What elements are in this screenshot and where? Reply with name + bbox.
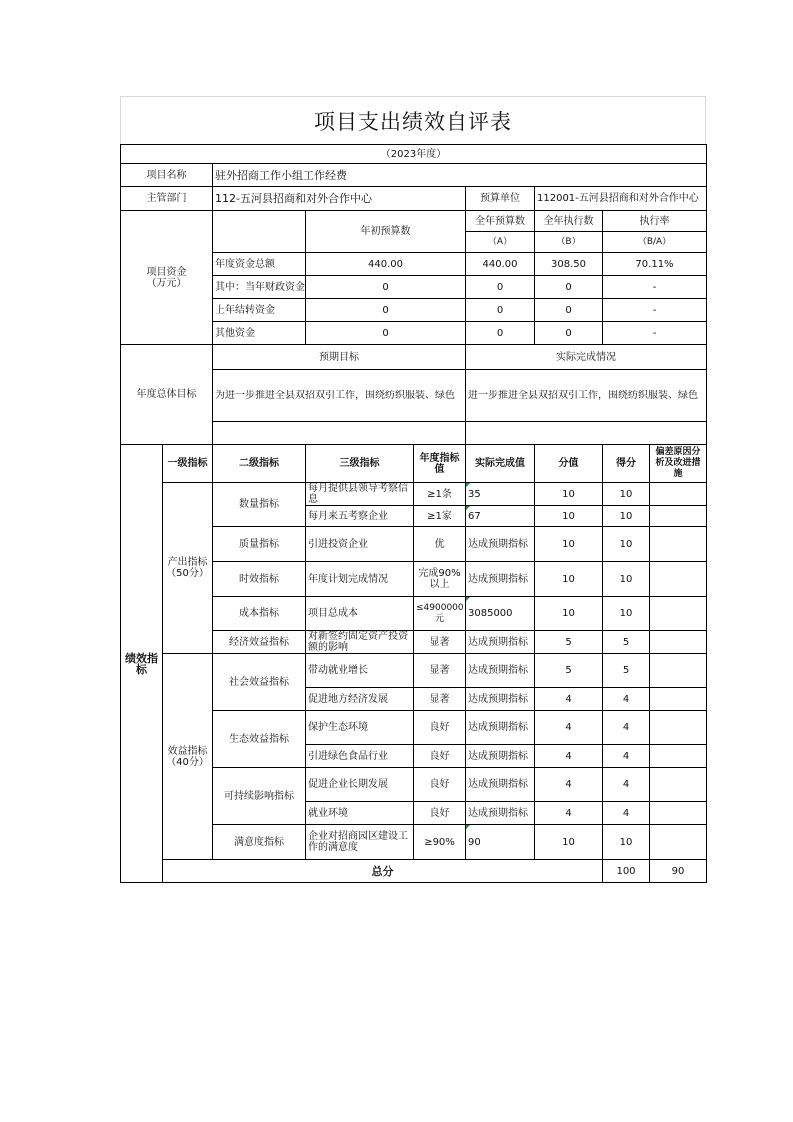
actual-cell: 3085000	[466, 597, 535, 631]
weight-cell: 10	[535, 597, 603, 631]
reason-cell	[650, 483, 707, 506]
level2-cell: 可持续影响指标	[213, 768, 306, 825]
funds-row-label: 上年结转资金	[213, 299, 306, 322]
expected-goal-text	[213, 370, 466, 422]
target-value-header: 年度指标值	[414, 445, 466, 483]
level2-cell: 经济效益指标	[213, 631, 306, 654]
reason-cell	[650, 768, 707, 802]
funds-rate: 70.11%	[603, 253, 707, 276]
project-name-row	[121, 164, 707, 187]
actual-completion-header: 实际完成情况	[466, 345, 707, 370]
actual-cell: 达成预期指标	[466, 688, 535, 711]
level3-cell: 引进投资企业	[306, 527, 414, 562]
total-score: 90	[650, 860, 707, 883]
level2-cell: 成本指标	[213, 597, 306, 631]
total-label: 总分	[163, 860, 603, 883]
target-cell: ≥90%	[414, 825, 466, 860]
actual-cell: 90	[466, 825, 535, 860]
funds-rate: -	[603, 299, 707, 322]
level2-cell: 数量指标	[213, 483, 306, 527]
title-row	[120, 96, 706, 144]
score-header: 得分	[603, 445, 650, 483]
goals-label: 年度总体目标	[121, 345, 213, 445]
score-cell: 4	[603, 745, 650, 768]
funds-label: 项目资金 （万元）	[121, 211, 213, 345]
funds-annual: 0	[466, 322, 535, 345]
expected-goal-clip: 为进一步推进全县双招双引工作，围绕纺织服装、绿色	[215, 390, 455, 401]
funds-rate: -	[603, 322, 707, 345]
weight-cell: 10	[535, 527, 603, 562]
reason-cell	[650, 711, 707, 745]
department-label: 主管部门	[121, 187, 213, 211]
execution-rate-sub: （B/A）	[603, 232, 707, 253]
score-cell: 4	[603, 688, 650, 711]
level3-cell: 对新签约固定资产投资额的影响	[306, 631, 414, 654]
score-cell: 10	[603, 483, 650, 506]
weight-cell: 4	[535, 688, 603, 711]
annual-budget-header: 全年预算数	[466, 211, 535, 232]
weight-cell: 10	[535, 483, 603, 506]
expected-goal-spacer	[213, 422, 466, 445]
execution-rate-header: 执行率	[603, 211, 707, 232]
target-cell: 显著	[414, 654, 466, 688]
level1-header: 一级指标	[163, 445, 213, 483]
sheet-title: 项目支出绩效自评表	[314, 109, 512, 134]
reason-cell	[650, 597, 707, 631]
reason-cell	[650, 688, 707, 711]
indicator-row	[121, 483, 707, 506]
target-cell: ≥1条	[414, 483, 466, 506]
weight-header: 分值	[535, 445, 603, 483]
level3-cell: 保护生态环境	[306, 711, 414, 745]
total-weight: 100	[603, 860, 650, 883]
target-cell: 完成90%以上	[414, 562, 466, 597]
weight-cell: 5	[535, 654, 603, 688]
level3-cell: 带动就业增长	[306, 654, 414, 688]
weight-cell: 4	[535, 768, 603, 802]
level2-cell: 满意度指标	[213, 825, 306, 860]
weight-cell: 10	[535, 825, 603, 860]
annual-executed-header: 全年执行数	[535, 211, 603, 232]
perf-label: 绩效指标	[121, 445, 163, 883]
department-value: 112-五河县招商和对外合作中心	[213, 187, 466, 211]
project-name-value: 驻外招商工作小组工作经费	[213, 164, 707, 187]
level2-cell: 社会效益指标	[213, 654, 306, 711]
funds-annual: 440.00	[466, 253, 535, 276]
score-cell: 10	[603, 562, 650, 597]
annual-budget-sub: （A）	[466, 232, 535, 253]
year-row	[121, 145, 707, 164]
year-label: （2023年度）	[121, 145, 707, 164]
score-cell: 10	[603, 825, 650, 860]
funds-executed: 0	[535, 299, 603, 322]
initial-budget-header: 年初预算数	[306, 211, 466, 253]
target-cell: 良好	[414, 768, 466, 802]
level3-cell: 项目总成本	[306, 597, 414, 631]
project-name-label: 项目名称	[121, 164, 213, 187]
level2-header: 二级指标	[213, 445, 306, 483]
weight-cell: 4	[535, 745, 603, 768]
budget-unit-value: 112001-五河县招商和对外合作中心	[535, 187, 707, 211]
deviation-reason-header: 偏差原因分析及改进措施	[650, 445, 707, 483]
level3-cell: 企业对招商园区建设工作的满意度	[306, 825, 414, 860]
expected-goal-header: 预期目标	[213, 345, 466, 370]
actual-completion-clip: 进一步推进全县双招双引工作，围绕纺织服装、绿色	[468, 390, 698, 401]
funds-row-label: 年度资金总额	[213, 253, 306, 276]
target-cell: 良好	[414, 711, 466, 745]
weight-cell: 5	[535, 631, 603, 654]
output-indicator-label: 产出指标 （50分）	[163, 483, 213, 654]
actual-cell: 达成预期指标	[466, 562, 535, 597]
funds-empty-header	[213, 211, 306, 253]
level3-cell: 每月提供县领导考察信息	[306, 483, 414, 506]
actual-completion-spacer	[466, 422, 707, 445]
level3-cell: 年度计划完成情况	[306, 562, 414, 597]
funds-row-label: 其中：当年财政资金	[213, 276, 306, 299]
level3-cell: 促进地方经济发展	[306, 688, 414, 711]
self-evaluation-sheet	[120, 96, 706, 883]
funds-annual: 0	[466, 276, 535, 299]
weight-cell: 4	[535, 802, 603, 825]
level3-header: 三级指标	[306, 445, 414, 483]
goals-header-row	[121, 345, 707, 370]
actual-cell: 达成预期指标	[466, 711, 535, 745]
actual-cell: 达成预期指标	[466, 768, 535, 802]
funds-header-row-1	[121, 211, 707, 232]
perf-header-row	[121, 445, 707, 483]
score-cell: 10	[603, 506, 650, 527]
target-cell: 良好	[414, 745, 466, 768]
reason-cell	[650, 745, 707, 768]
weight-cell: 10	[535, 506, 603, 527]
actual-completion-text	[466, 370, 707, 422]
actual-cell: 35	[466, 483, 535, 506]
target-cell: ≥1家	[414, 506, 466, 527]
evaluation-table	[120, 144, 707, 883]
funds-executed: 0	[535, 322, 603, 345]
actual-cell: 达成预期指标	[466, 654, 535, 688]
funds-rate: -	[603, 276, 707, 299]
score-cell: 4	[603, 802, 650, 825]
actual-cell: 67	[466, 506, 535, 527]
level3-cell: 每月来五考察企业	[306, 506, 414, 527]
reason-cell	[650, 802, 707, 825]
reason-cell	[650, 506, 707, 527]
score-cell: 5	[603, 631, 650, 654]
score-cell: 10	[603, 597, 650, 631]
reason-cell	[650, 562, 707, 597]
funds-executed: 0	[535, 276, 603, 299]
reason-cell	[650, 825, 707, 860]
level2-cell: 质量指标	[213, 527, 306, 562]
level2-cell: 生态效益指标	[213, 711, 306, 768]
benefit-indicator-label: 效益指标 （40分）	[163, 654, 213, 860]
level3-cell: 促进企业长期发展	[306, 768, 414, 802]
target-cell: 显著	[414, 631, 466, 654]
department-row	[121, 187, 707, 211]
score-cell: 10	[603, 527, 650, 562]
total-row	[121, 860, 707, 883]
weight-cell: 10	[535, 562, 603, 597]
budget-unit-label: 预算单位	[466, 187, 535, 211]
level2-cell: 时效指标	[213, 562, 306, 597]
annual-executed-sub: （B）	[535, 232, 603, 253]
score-cell: 4	[603, 768, 650, 802]
funds-annual: 0	[466, 299, 535, 322]
funds-executed: 308.50	[535, 253, 603, 276]
weight-cell: 4	[535, 711, 603, 745]
reason-cell	[650, 654, 707, 688]
reason-cell	[650, 631, 707, 654]
reason-cell	[650, 527, 707, 562]
target-cell: ≤4900000元	[414, 597, 466, 631]
actual-cell: 达成预期指标	[466, 631, 535, 654]
funds-row-label: 其他资金	[213, 322, 306, 345]
funds-initial: 0	[306, 299, 466, 322]
indicator-row	[121, 654, 707, 688]
actual-cell: 达成预期指标	[466, 527, 535, 562]
funds-initial: 0	[306, 276, 466, 299]
target-cell: 良好	[414, 802, 466, 825]
target-cell: 显著	[414, 688, 466, 711]
actual-cell: 达成预期指标	[466, 802, 535, 825]
level3-cell: 引进绿色食品行业	[306, 745, 414, 768]
score-cell: 4	[603, 711, 650, 745]
funds-initial: 440.00	[306, 253, 466, 276]
actual-cell: 达成预期指标	[466, 745, 535, 768]
funds-initial: 0	[306, 322, 466, 345]
actual-value-header: 实际完成值	[466, 445, 535, 483]
score-cell: 5	[603, 654, 650, 688]
target-cell: 优	[414, 527, 466, 562]
level3-cell: 就业环境	[306, 802, 414, 825]
